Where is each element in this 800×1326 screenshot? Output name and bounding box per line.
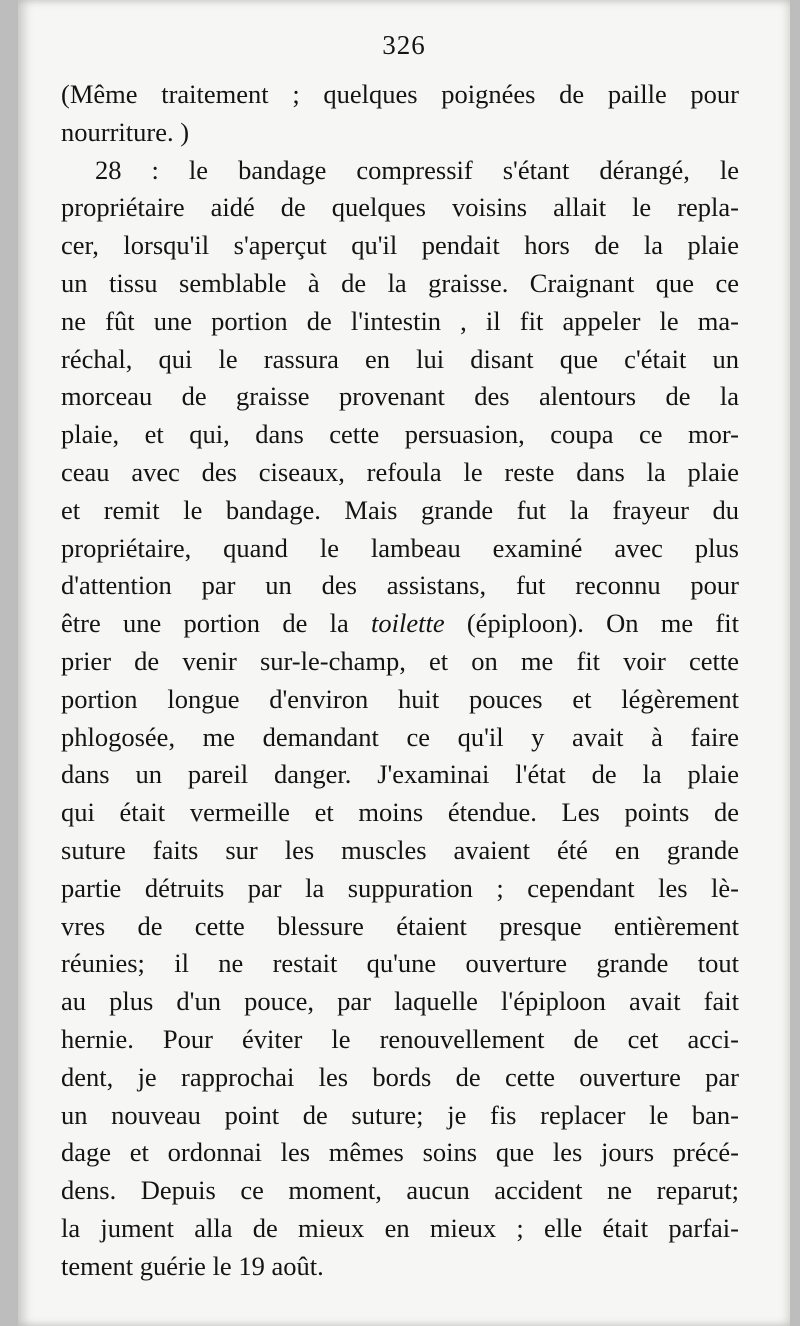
- text-line: portion longue d'environ huit pouces et légèrement: [61, 683, 739, 714]
- text-line-segment: être une portion de la: [61, 608, 371, 639]
- text-line: plaie, et qui, dans cette persuasion, coupa ce mor-: [61, 419, 739, 450]
- text-line: prier de venir sur-le-champ, et on me fit voir cette: [61, 645, 739, 676]
- text-line: cer, lorsqu'il s'aperçut qu'il pendait hors de la plaie: [61, 230, 739, 261]
- text-line: au plus d'un pouce, par laquelle l'épiploon avait fait: [61, 986, 739, 1017]
- text-line: propriétaire aidé de quelques voisins allait le repla-: [61, 192, 739, 223]
- body-text: [61, 76, 739, 1286]
- text-line: propriétaire, quand le lambeau examiné avec plus: [61, 532, 739, 563]
- text-line: vres de cette blessure étaient presque entièrement: [61, 910, 739, 941]
- text-line: 28 : le bandage compressif s'étant dérangé, le: [95, 154, 739, 185]
- text-line: un nouveau point de suture; je fis replacer le ban-: [61, 1099, 739, 1130]
- text-line: nourriture. ): [61, 116, 190, 147]
- text-line: hernie. Pour éviter le renouvellement de cet acci-: [61, 1023, 739, 1054]
- text-line: réchal, qui le rassura en lui disant que c'était un: [61, 343, 739, 374]
- text-line: réunies; il ne restait qu'une ouverture grande tout: [61, 948, 739, 979]
- text-line: [61, 605, 739, 643]
- text-line: ne fût une portion de l'intestin , il fit appeler le ma-: [61, 305, 739, 336]
- text-line: la jument alla de mieux en mieux ; elle était parfai-: [61, 1212, 739, 1243]
- text-line: (Même traitement ; quelques poignées de paille pour: [61, 79, 739, 109]
- text-line: tement guérie le 19 août.: [61, 1250, 324, 1281]
- text-line: phlogosée, me demandant ce qu'il y avait à faire: [61, 721, 739, 752]
- text-line: partie détruits par la suppuration ; cependant les lè-: [61, 872, 739, 903]
- book-page: [18, 0, 790, 1326]
- text-line: dage et ordonnai les mêmes soins que les jours précé-: [61, 1137, 739, 1168]
- text-line: morceau de graisse provenant des alentours de la: [61, 381, 739, 412]
- text-line: qui était vermeille et moins étendue. Les points de: [61, 797, 739, 828]
- text-line: un tissu semblable à de la graisse. Craignant que ce: [61, 267, 739, 298]
- text-line: d'attention par un des assistans, fut reconnu pour: [61, 570, 739, 601]
- text-line-segment: (épiploon). On me fit: [444, 608, 739, 639]
- text-line: dent, je rapprochai les bords de cette ouverture par: [61, 1061, 739, 1092]
- text-line: dans un pareil danger. J'examinai l'état de la plaie: [61, 759, 739, 790]
- text-line: suture faits sur les muscles avaient été en grande: [61, 834, 739, 865]
- text-line: et remit le bandage. Mais grande fut la frayeur du: [61, 494, 739, 525]
- text-line: ceau avec des ciseaux, refoula le reste dans la plaie: [61, 456, 739, 487]
- text-line: dens. Depuis ce moment, aucun accident ne reparut;: [61, 1175, 739, 1206]
- page-number: 326: [382, 30, 426, 60]
- italic-term: toilette: [371, 608, 445, 639]
